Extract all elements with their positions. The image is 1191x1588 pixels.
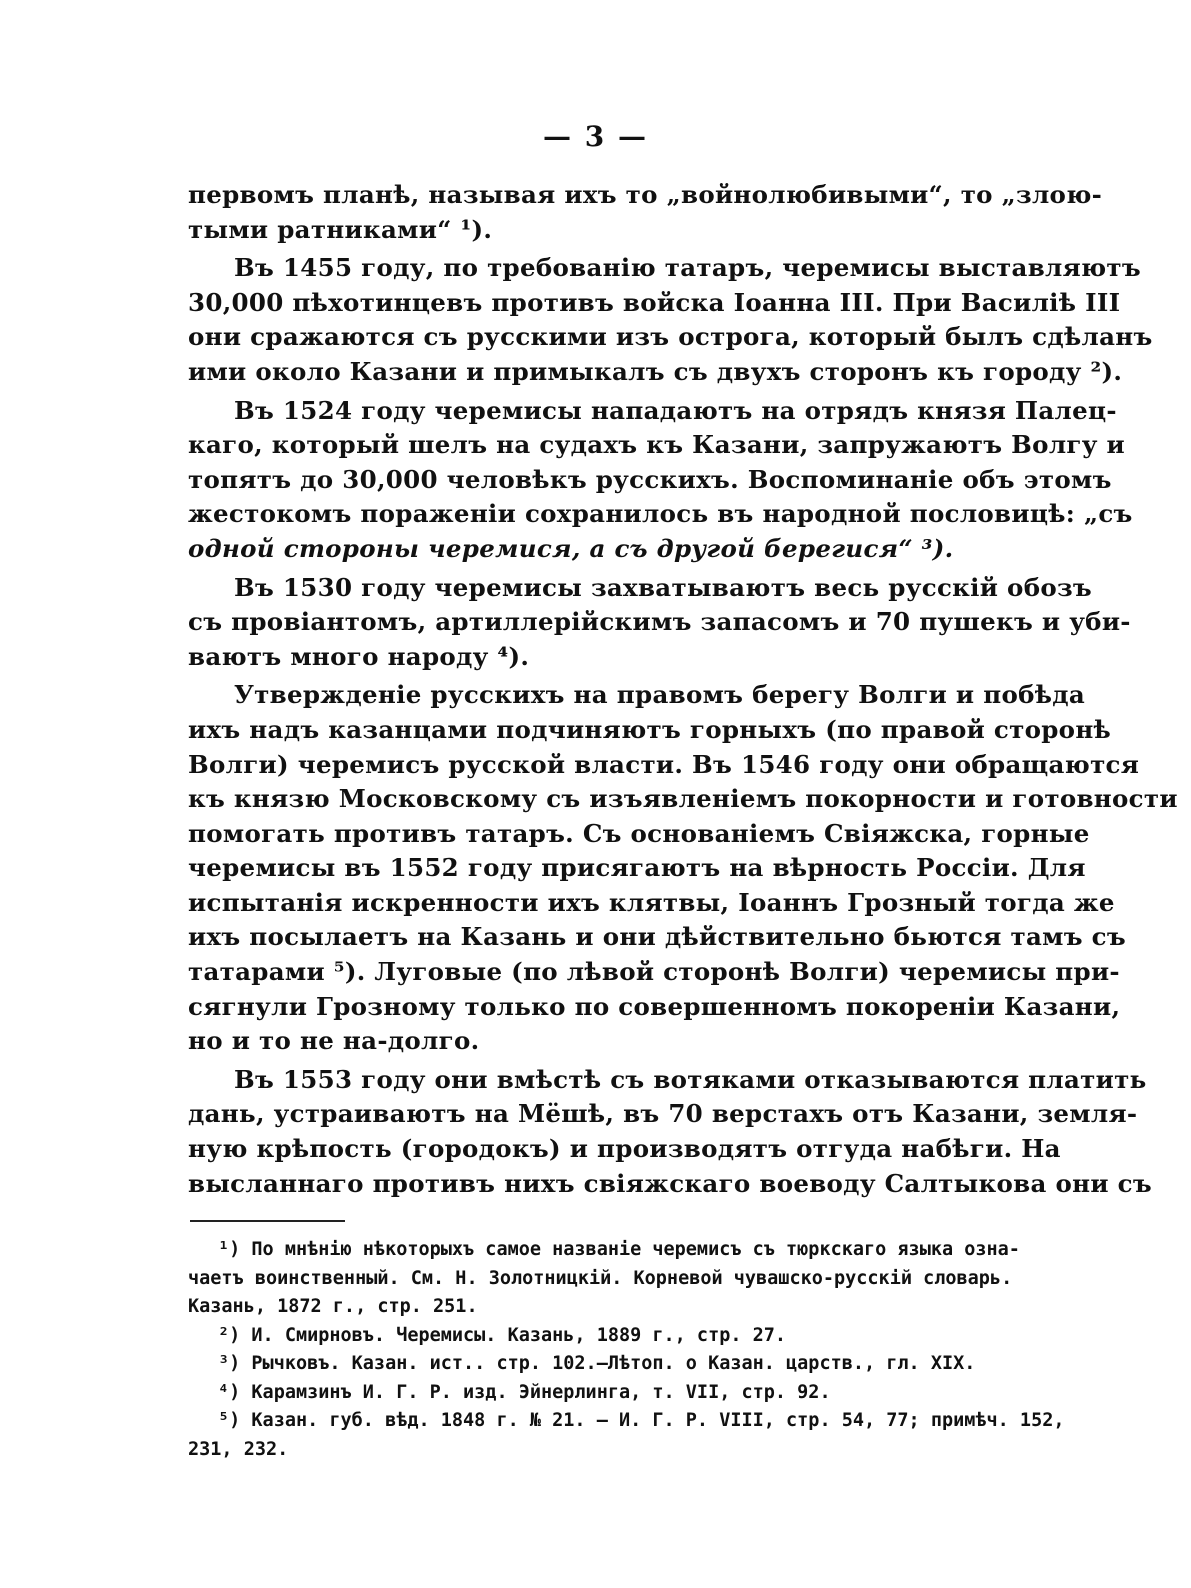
footnote-line: ³) Рычковъ. Казан. ист.. стр. 102.—Лѣтоп. о Казан. царств., гл. XIX. (218, 1353, 976, 1374)
paragraph-2 (188, 251, 1153, 389)
footnote-2 (188, 1322, 1000, 1351)
footnote-line: ²) И. Смирновъ. Черемисы. Казань, 1889 г., стр. 27. (218, 1324, 787, 1346)
text-line: топятъ до 30,000 человѣкъ русскихъ. Воспоминаніе объ этомъ (188, 464, 1112, 494)
paragraph-6 (188, 1063, 1152, 1201)
body-text (188, 178, 1178, 1201)
text-line: помогать противъ татаръ. Съ основаніемъ Свіяжска, горные (188, 818, 1090, 848)
footnote-line: ¹) По мнѣнію нѣкоторыхъ самое названіе черемисъ съ тюркскаго языка озна- (218, 1239, 1020, 1260)
text-line: Въ 1530 году черемисы захватываютъ весь русскій обозъ (234, 572, 1093, 602)
text-line: черемисы въ 1552 году присягаютъ на вѣрность Россіи. Для (188, 853, 1086, 883)
text-line: испытанія искренности ихъ клятвы, Іоаннъ Грозный тогда же (188, 887, 1115, 917)
footnote-divider (190, 1220, 345, 1222)
text-line: но и то не на-долго. (188, 1026, 480, 1056)
footnote-3 (188, 1350, 1000, 1379)
text-line: ихъ надъ казанцами подчиняютъ горныхъ (по правой сторонѣ (188, 714, 1112, 744)
text-line: Утвержденіе русскихъ на правомъ берегу Волги и побѣда (234, 680, 1086, 710)
text-line: ими около Казани и примыкалъ съ двухъ сторонъ къ городу ²). (188, 356, 1123, 386)
text-line: первомъ планѣ, называя ихъ то „войнолюбивыми“, то „злою- (188, 180, 1103, 209)
footnote-4 (188, 1379, 1000, 1408)
text-line: они сражаются съ русскими изъ острога, который былъ сдѣланъ (188, 322, 1153, 352)
text-line: одной стороны черемися, а съ другой берегися“ ³). (188, 533, 954, 563)
text-line: каго, который шелъ на судахъ къ Казани, запружаютъ Волгу и (188, 430, 1125, 460)
footnote-line: ⁴) Карамзинъ И. Г. Р. изд. Эйнерлинга, т. VII, стр. 92. (218, 1381, 831, 1403)
page-number: — 3 — (543, 120, 648, 153)
text-line: Въ 1553 году они вмѣстѣ съ вотяками отказываются платить (234, 1064, 1147, 1094)
footnotes (188, 1236, 1065, 1464)
text-line: ную крѣпость (городокъ) и производятъ отгуда набѣги. На (188, 1134, 1061, 1164)
footnote-1 (188, 1236, 1020, 1322)
text-line: ихъ посылаетъ на Казань и они дѣйствительно бьются тамъ съ (188, 922, 1126, 952)
text-line: Въ 1524 году черемисы нападаютъ на отрядъ князя Палец- (234, 395, 1117, 425)
text-line: 30,000 пѣхотинцевъ противъ войска Іоанна III. При Василіѣ III (188, 287, 1121, 317)
footnote-line: ⁵) Казан. губ. вѣд. 1848 г. № 21. — И. Г. Р. VIII, стр. 54, 77; примѣч. 152, (218, 1410, 1065, 1431)
text-line: Въ 1455 году, по требованію татаръ, черемисы выставляютъ (234, 253, 1141, 283)
paragraph-4 (188, 571, 1131, 675)
text-line: жестокомъ пораженіи сохранилось въ народной пословицѣ: „съ (188, 499, 1133, 529)
footnote-line: чаетъ воинственный. См. Н. Золотницкій. Корневой чувашско-русскій словарь. (188, 1267, 1013, 1289)
text-line: ваютъ много народу ⁴). (188, 641, 530, 671)
paragraph-1 (188, 178, 1103, 247)
footnote-line: 231, 232. (188, 1438, 289, 1460)
text-line: дань, устраиваютъ на Мёшѣ, въ 70 верстахъ отъ Казани, земля- (188, 1099, 1138, 1129)
text-line: Волги) черемисъ русской власти. Въ 1546 году они обращаются (188, 749, 1140, 779)
footnote-5 (188, 1407, 1065, 1464)
text-line: тыми ратниками“ ¹). (188, 214, 493, 244)
footnote-line: Казань, 1872 г., стр. 251. (188, 1296, 478, 1317)
text-line: съ провіантомъ, артиллерійскимъ запасомъ и 70 пушекъ и уби- (188, 607, 1131, 637)
text-line: татарами ⁵). Луговые (по лѣвой сторонѣ Волги) черемисы при- (188, 957, 1120, 987)
text-line: къ князю Московскому съ изъявленіемъ покорности и готовности (188, 784, 1178, 814)
text-line: сягнули Грозному только по совершенномъ покореніи Казани, (188, 991, 1121, 1021)
paragraph-3 (188, 394, 1133, 567)
text-line: высланнаго противъ нихъ свіяжскаго воеводу Салтыкова они съ (188, 1168, 1152, 1198)
paragraph-5 (188, 678, 1178, 1059)
